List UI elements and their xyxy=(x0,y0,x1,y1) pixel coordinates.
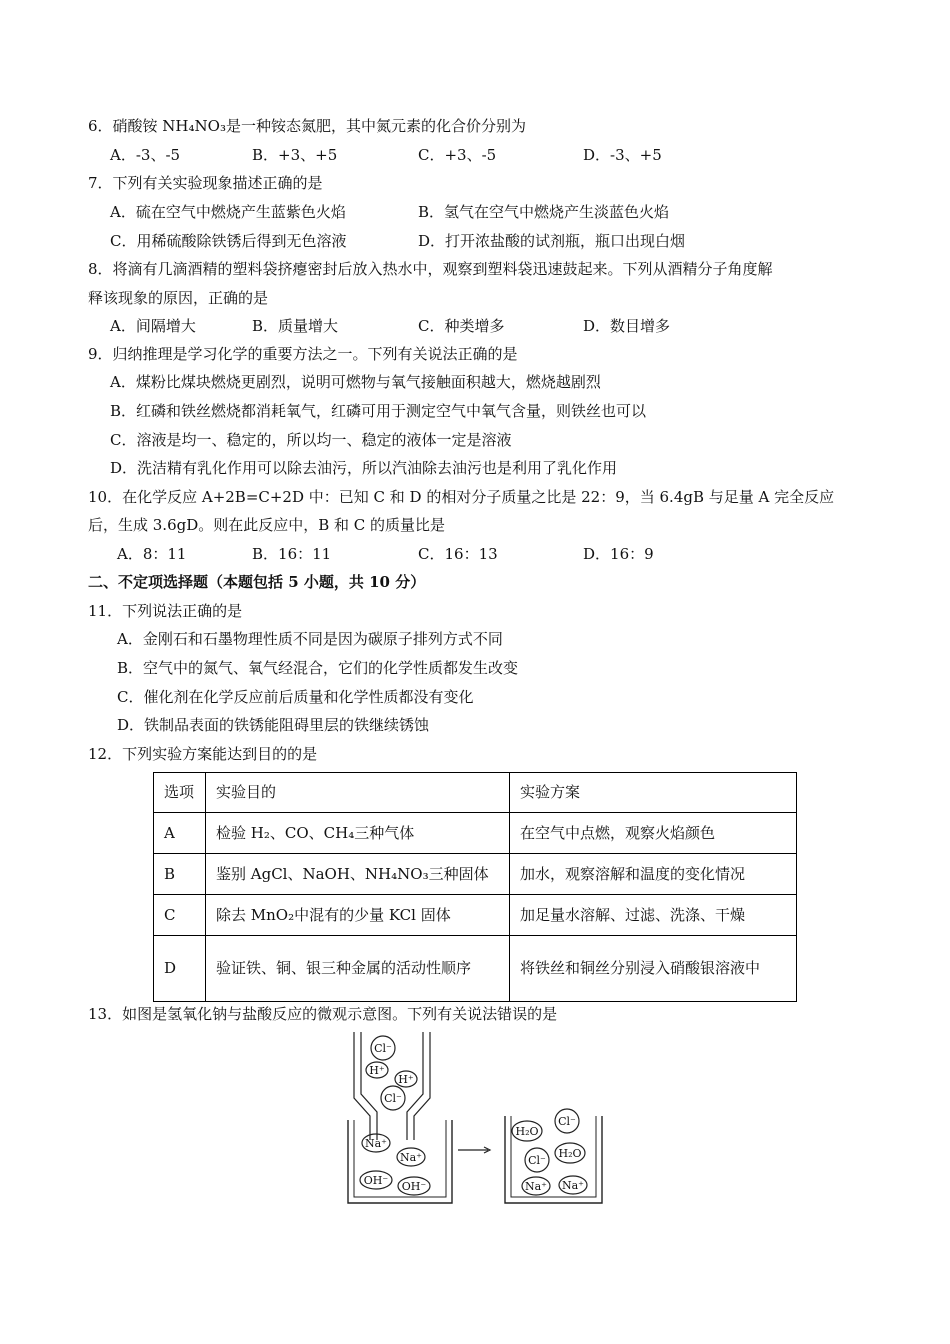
ion-particle xyxy=(522,1177,550,1195)
ion-particle xyxy=(525,1148,549,1172)
experiment-table xyxy=(153,772,797,1002)
q11-option-b: B．空气中的氮气、氧气经混合，它们的化学性质都发生改变 xyxy=(117,659,519,677)
q6-stem: 6．硝酸铵 NH₄NO₃是一种铵态氮肥，其中氮元素的化合价分别为 xyxy=(88,117,526,135)
ion-label: Cl⁻ xyxy=(374,1042,392,1055)
q10-option-d: D．16：9 xyxy=(583,545,654,563)
ion-particle xyxy=(381,1086,405,1110)
q12-stem: 12．下列实验方案能达到目的的是 xyxy=(88,745,318,763)
ion-particle xyxy=(559,1176,587,1194)
q10-option-b: B．16：11 xyxy=(252,545,332,563)
table-row xyxy=(154,813,797,854)
dropper-outline xyxy=(407,1032,423,1140)
table-cell: D xyxy=(154,936,206,1002)
ion-particle xyxy=(395,1071,417,1087)
q6-option-c: C．+3、-5 xyxy=(418,146,497,164)
q10-option-c: C．16：13 xyxy=(418,545,498,563)
table-row xyxy=(154,854,797,895)
q9-option-d: D．洗洁精有乳化作用可以除去油污，所以汽油除去油污也是利用了乳化作用 xyxy=(110,459,618,477)
particle-label: H₂O xyxy=(558,1147,582,1160)
table-cell: 加足量水溶解、过滤、洗涤、干燥 xyxy=(510,895,797,936)
ion-particle xyxy=(555,1109,579,1133)
section-heading: 二、不定项选择题（本题包括 5 小题，共 10 分） xyxy=(88,573,426,591)
q7-option-a: A．硫在空气中燃烧产生蓝紫色火焰 xyxy=(110,203,346,221)
table-cell: 在空气中点燃，观察火焰颜色 xyxy=(510,813,797,854)
q7-stem: 7．下列有关实验现象描述正确的是 xyxy=(88,174,323,192)
q8-stem-line1: 8．将滴有几滴酒精的塑料袋挤瘪密封后放入热水中，观察到塑料袋迅速鼓起来。下列从酒精分子角度解 xyxy=(88,260,773,278)
q11-option-d: D．铁制品表面的铁锈能阻碍里层的铁继续锈蚀 xyxy=(117,716,430,734)
dropper-outline xyxy=(414,1032,430,1140)
ion-label: H⁺ xyxy=(398,1073,414,1086)
table-row xyxy=(154,895,797,936)
table-header-row xyxy=(154,773,797,813)
ion-label: Na⁺ xyxy=(400,1151,422,1164)
q13-stem: 13．如图是氢氧化钠与盐酸反应的微观示意图。下列有关说法错误的是 xyxy=(88,1005,558,1023)
q9-option-a: A．煤粉比煤块燃烧更剧烈，说明可燃物与氧气接触面积越大，燃烧越剧烈 xyxy=(110,373,601,391)
table-cell: 鉴别 AgCl、NaOH、NH₄NO₃三种固体 xyxy=(206,854,510,895)
q8-option-d: D．数目增多 xyxy=(583,317,671,335)
q6-option-a: A．-3、-5 xyxy=(110,146,181,164)
q10-stem-line2: 后，生成 3.6gD。则在此反应中，B 和 C 的质量比是 xyxy=(88,516,446,534)
reaction-diagram xyxy=(340,1028,640,1213)
q7-option-b: B．氢气在空气中燃烧产生淡蓝色火焰 xyxy=(418,203,670,221)
ion-particle xyxy=(398,1177,430,1195)
q6-option-b: B．+3、+5 xyxy=(252,146,338,164)
ion-label: OH⁻ xyxy=(401,1180,427,1193)
q11-option-a: A．金刚石和石墨物理性质不同是因为碳原子排列方式不同 xyxy=(117,630,503,648)
q8-option-a: A．间隔增大 xyxy=(110,317,196,335)
particle-label: H₂O xyxy=(515,1125,539,1138)
particle-label: Cl⁻ xyxy=(528,1154,546,1167)
q9-option-c: C．溶液是均一、稳定的，所以均一、稳定的液体一定是溶液 xyxy=(110,431,512,449)
q10-option-a: A．8：11 xyxy=(117,545,187,563)
table-cell: 除去 MnO₂中混有的少量 KCl 固体 xyxy=(206,895,510,936)
particle-label: Na⁺ xyxy=(562,1179,584,1192)
ion-particle xyxy=(360,1171,392,1189)
q11-option-c: C．催化剂在化学反应前后质量和化学性质都没有变化 xyxy=(117,688,474,706)
q8-stem-line2: 释该现象的原因，正确的是 xyxy=(88,289,269,307)
molecule-particle xyxy=(512,1121,542,1141)
ion-particle xyxy=(366,1062,388,1078)
ion-label: OH⁻ xyxy=(363,1174,389,1187)
ion-label: H⁺ xyxy=(369,1064,385,1077)
ion-particle xyxy=(397,1148,425,1166)
ion-label: Na⁺ xyxy=(365,1137,387,1150)
table-header-cell: 实验方案 xyxy=(510,773,797,813)
table-cell: B xyxy=(154,854,206,895)
table-cell: 将铁丝和铜丝分别浸入硝酸银溶液中 xyxy=(510,936,797,1002)
q11-stem: 11．下列说法正确的是 xyxy=(88,602,243,620)
ion-label: Cl⁻ xyxy=(384,1092,402,1105)
table-cell: 检验 H₂、CO、CH₄三种气体 xyxy=(206,813,510,854)
molecule-particle xyxy=(555,1143,585,1163)
table-header-cell: 实验目的 xyxy=(206,773,510,813)
particle-label: Cl⁻ xyxy=(558,1115,576,1128)
q6-option-d: D．-3、+5 xyxy=(583,146,662,164)
q10-stem-line1: 10．在化学反应 A+2B=C+2D 中：已知 C 和 D 的相对分子质量之比是 22：9，当 6.4gB 与足量 A 完全反应 xyxy=(88,488,835,506)
q9-stem: 9．归纳推理是学习化学的重要方法之一。下列有关说法正确的是 xyxy=(88,345,518,363)
table-cell: 验证铁、铜、银三种金属的活动性顺序 xyxy=(206,936,510,1002)
ion-particle xyxy=(371,1036,395,1060)
table-row xyxy=(154,936,797,1002)
table-cell: C xyxy=(154,895,206,936)
q7-option-d: D．打开浓盐酸的试剂瓶，瓶口出现白烟 xyxy=(418,232,686,250)
ion-particle xyxy=(362,1134,390,1152)
q8-option-c: C．种类增多 xyxy=(418,317,505,335)
q7-option-c: C．用稀硫酸除铁锈后得到无色溶液 xyxy=(110,232,347,250)
table-cell: 加水，观察溶解和温度的变化情况 xyxy=(510,854,797,895)
table-cell: A xyxy=(154,813,206,854)
dropper-outline xyxy=(354,1032,370,1140)
q8-option-b: B．质量增大 xyxy=(252,317,339,335)
particle-label: Na⁺ xyxy=(525,1180,547,1193)
q9-option-b: B．红磷和铁丝燃烧都消耗氧气，红磷可用于测定空气中氧气含量，则铁丝也可以 xyxy=(110,402,647,420)
table-header-cell: 选项 xyxy=(154,773,206,813)
